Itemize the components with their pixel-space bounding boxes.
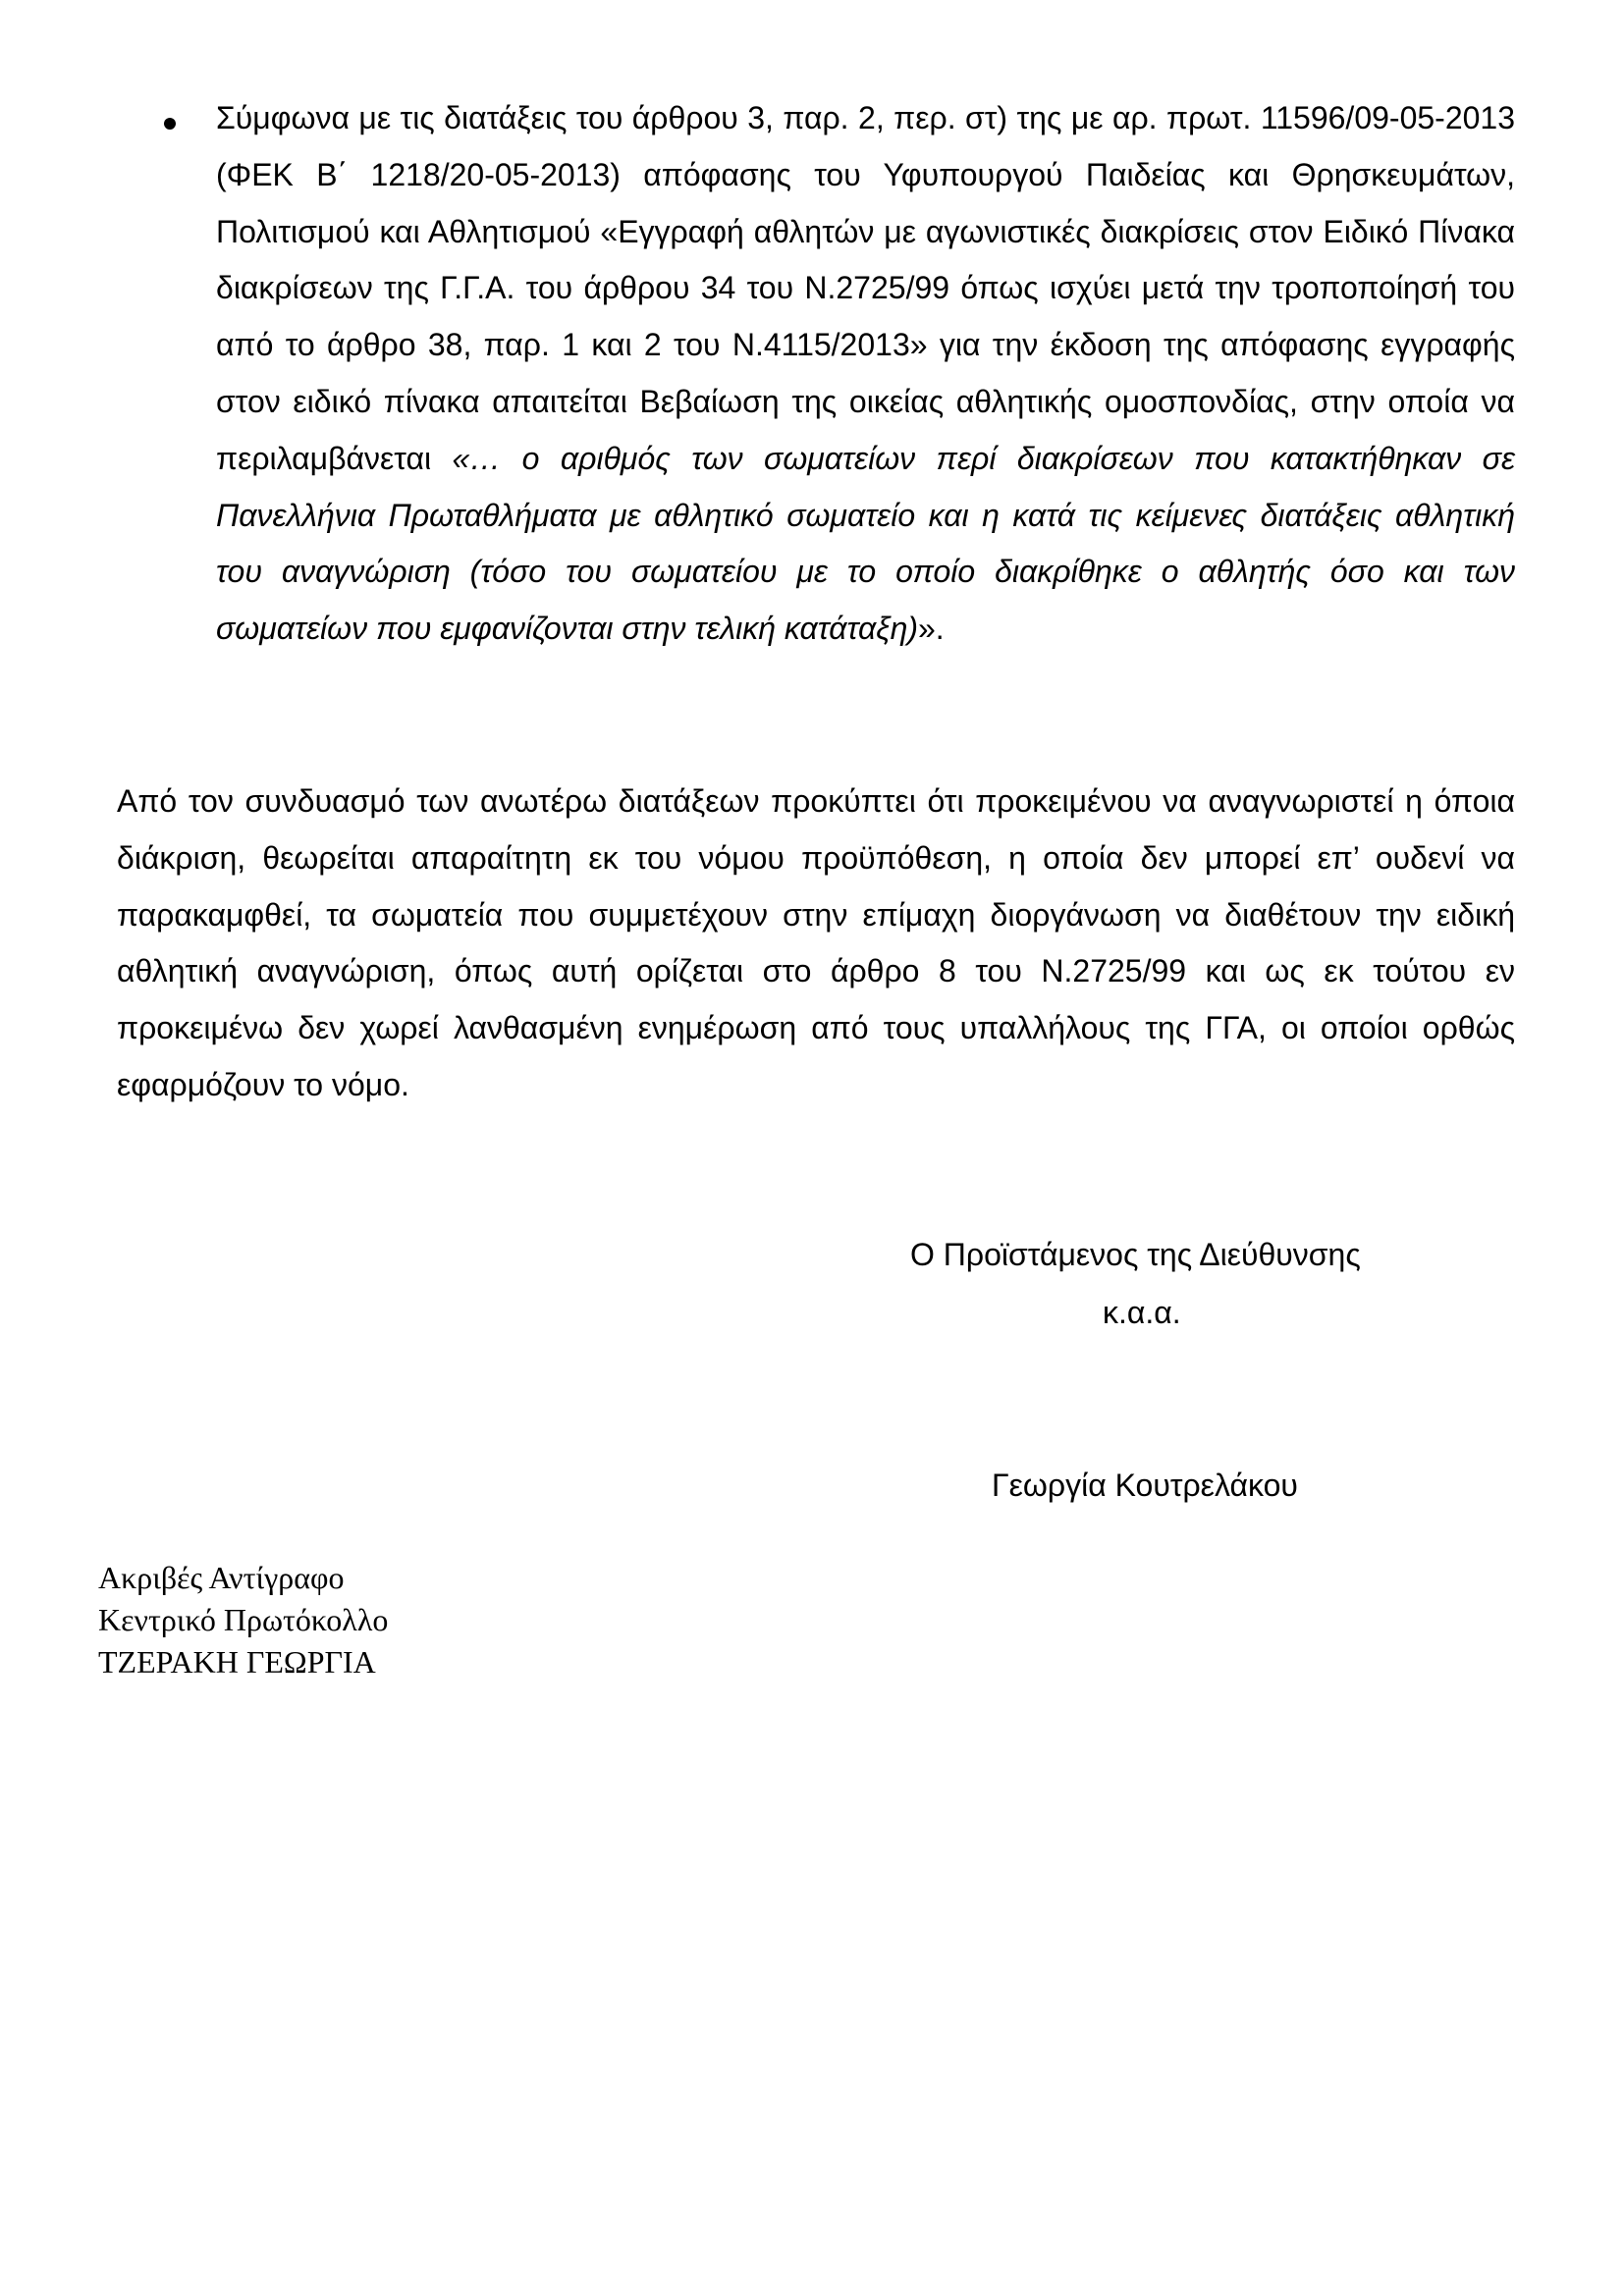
- central-protocol-label: Κεντρικό Πρωτόκολλο: [98, 1602, 389, 1637]
- certifier-name: ΤΖΕΡΑΚΗ ΓΕΩΡΓΙΑ: [98, 1644, 376, 1680]
- body-paragraph: Από τον συνδυασμό των ανωτέρω διατάξεων προκύπτει ότι προκειμένου να αναγνωριστεί η όποια διάκριση, θεωρείται απαραίτητη εκ του νόμου προϋπόθεση, η οποία δεν μπορεί επ’ ουδενί να παρακαμφθεί, τα σωματεία που συμμετέχουν στην επίμαχη διοργάνωση να διαθέτουν την ειδική αθλητική αναγνώριση, όπως αυτή ορίζεται στο άρθρο 8 του Ν.2725/99 και ως εκ τούτου εν προκειμένω δεν χωρεί λανθασμένη ενημέρωση από τους υπαλλήλους της ΓΓΑ, οι οποίοι ορθώς εφαρμόζουν το νόμο.: [117, 783, 1515, 1102]
- bullet-text-regular: Σύμφωνα με τις διατάξεις του άρθρου 3, παρ. 2, περ. στ) της με αρ. πρωτ. 11596/09-05-2013 (ΦΕΚ Β΄ 1218/20-05-2013) απόφασης του Υφυπουργού Παιδείας και Θρησκευμάτων, Πολιτισμού και Αθλητισμού «Εγγραφή αθλητών με αγωνιστικές διακρίσεις στον Ειδικό Πίνακα διακρίσεων της Γ.Γ.Α. του άρθρου 34 του Ν.2725/99 όπως ισχύει μετά την τροποποίησή του από το άρθρο 38, παρ. 1 και 2 του Ν.4115/2013» για την έκδοση της απόφασης εγγραφής στον ειδικό πίνακα απαιτείται Βεβαίωση της οικείας αθλητικής ομοσπονδίας, στην οποία να περιλαμβάνεται: [216, 100, 1515, 476]
- bullet-text-end: ».: [918, 611, 945, 647]
- certified-copy-block: [98, 1557, 388, 1683]
- certified-copy-label: Ακριβές Αντίγραφο: [98, 1560, 345, 1595]
- signature-abbreviation: κ.α.α.: [1103, 1295, 1181, 1330]
- bullet-text-italic-quote: «… ο αριθμός των σωματείων περί διακρίσεων που κατακτήθηκαν σε Πανελλήνια Πρωταθλήματα με αθλητικό σωματείο και η κατά τις κείμενες διατάξεις αθλητική του αναγνώριση (τόσο του σωματείου με το οποίο διακρίθηκε ο αθλητής όσο και των σωματείων που εμφανίζονται στην τελική κατάταξη): [216, 440, 1516, 647]
- signatory-name: Γεωργία Κουτρελάκου: [992, 1468, 1298, 1503]
- signature-title: Ο Προϊστάμενος της Διεύθυνσης: [910, 1237, 1361, 1272]
- bullet-text: [216, 90, 1515, 658]
- bullet-dot-icon: [164, 118, 176, 130]
